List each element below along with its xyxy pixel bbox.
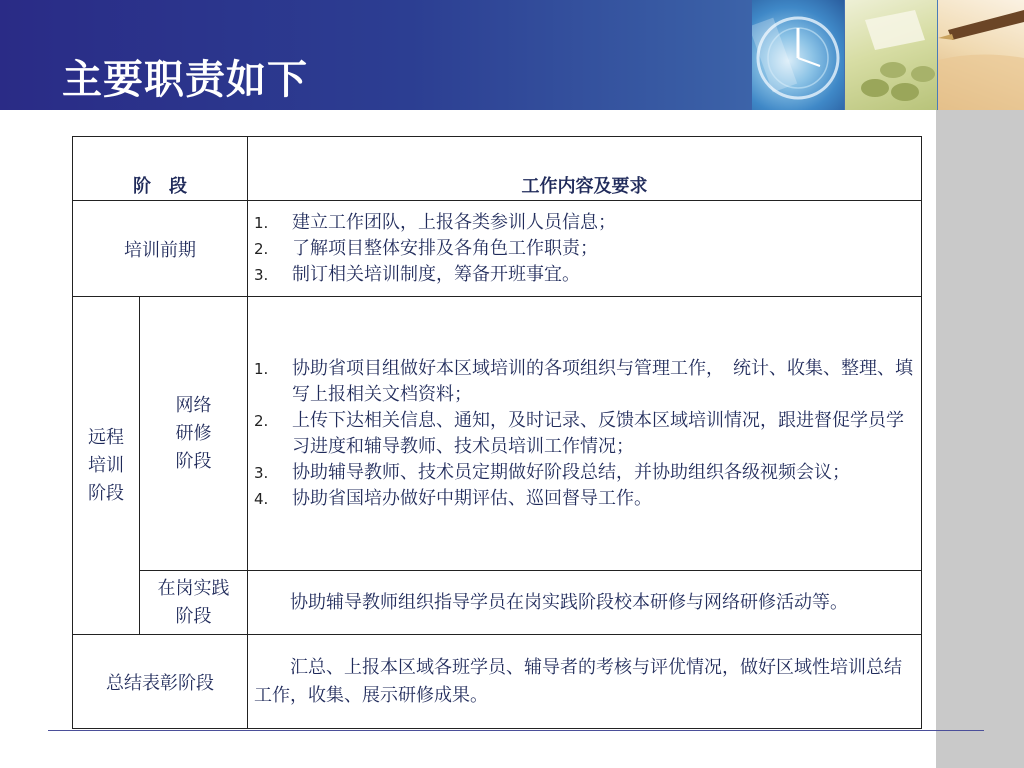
list-item: 3. 协助辅导教师、技术员定期做好阶段总结，并协助组织各级视频会议； <box>254 461 850 483</box>
table-header-row <box>73 137 922 201</box>
stage-pre-training: 培训前期 <box>73 201 248 297</box>
content-pre-training <box>248 201 922 297</box>
clock-icon <box>752 0 844 110</box>
header-content: 工作内容及要求 <box>248 137 922 201</box>
clock-photo <box>752 0 844 110</box>
right-gray-strip <box>936 110 1024 768</box>
list-item: 1. 协助省项目组做好本区域培训的各项组织与管理工作， 统计、收集、整理、填写上报相关文档资料； <box>254 357 913 405</box>
table-row-pre-training <box>73 201 922 297</box>
slide-title: 主要职责如下 <box>62 57 308 103</box>
stage-online: 网络 研修 阶段 <box>140 297 248 571</box>
header-stage: 阶 段 <box>73 137 248 201</box>
duties-table <box>72 136 922 729</box>
list-item: 1. 建立工作团队，上报各类参训人员信息； <box>254 211 616 233</box>
list-item: 2. 了解项目整体安排及各角色工作职责； <box>254 237 598 259</box>
stage-practice: 在岗实践 阶段 <box>140 571 248 635</box>
list-item: 2. 上传下达相关信息、通知，及时记录、反馈本区域培训情况，跟进督促学员学习进度和辅导教师、技术员培训工作情况； <box>254 409 904 457</box>
pen-photo <box>938 0 1024 110</box>
bottom-divider <box>48 730 984 731</box>
list-item: 4. 协助省国培办做好中期评估、巡回督导工作。 <box>254 487 652 509</box>
content-online <box>248 297 922 571</box>
table-row-summary <box>73 635 922 729</box>
table-row-online <box>73 297 922 571</box>
content-summary: 汇总、上报本区域各班学员、辅导者的考核与评优情况，做好区域性培训总结工作，收集、展示研修成果。 <box>248 635 922 729</box>
stage-summary: 总结表彰阶段 <box>73 635 248 729</box>
pre-training-list <box>248 210 921 288</box>
content-practice: 协助辅导教师组织指导学员在岗实践阶段校本研修与网络研修活动等。 <box>248 571 922 635</box>
calculator-icon <box>845 0 937 110</box>
online-list <box>248 356 921 512</box>
table-row-practice <box>73 571 922 635</box>
stage-remote: 远程 培训 阶段 <box>73 297 140 635</box>
calculator-photo <box>845 0 937 110</box>
pen-icon <box>938 0 1024 110</box>
list-item: 3. 制订相关培训制度，筹备开班事宜。 <box>254 263 580 285</box>
